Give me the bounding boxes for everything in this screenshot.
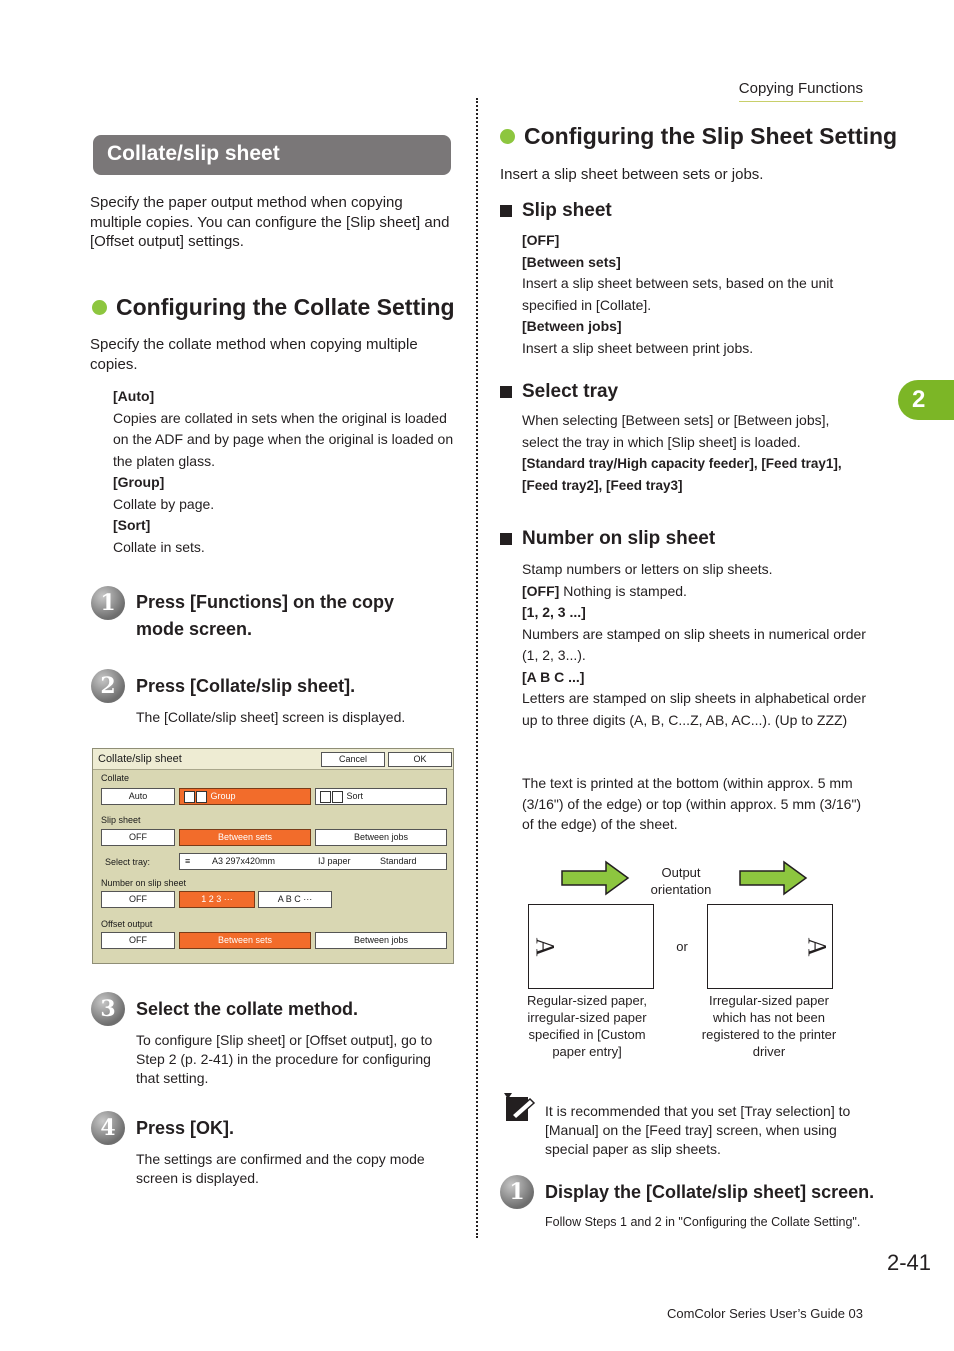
collate-sort-button[interactable] — [315, 788, 447, 805]
number-options — [522, 559, 867, 731]
offset-between-jobs-button[interactable]: Between jobs — [315, 932, 447, 949]
slip-jobs-label: [Between jobs] — [522, 318, 622, 334]
collate-heading-text: Configuring the Collate Setting — [116, 294, 455, 320]
number-off-label: [OFF] — [522, 582, 560, 599]
number-desc: Stamp numbers or letters on slip sheets. — [522, 561, 773, 577]
page-icon — [196, 791, 207, 803]
page-icon — [184, 791, 195, 803]
slip-between-sets-button[interactable]: Between sets — [179, 829, 311, 846]
slip-off-label: [OFF] — [522, 232, 560, 248]
option-label-group: [Group] — [113, 474, 165, 490]
step-3-desc: To configure [Slip sheet] or [Offset output], go to Step 2 (p. 2-41) in the procedure for configuring that setting. — [136, 1032, 433, 1086]
right-step-1-title: Display the [Collate/slip sheet] screen. — [545, 1182, 875, 1202]
slip-sets-label: [Between sets] — [522, 253, 621, 270]
step-1-title: Press [Functions] on the copy mode screen. — [136, 592, 395, 639]
right-step-1-desc: Follow Steps 1 and 2 in "Configuring the Collate Setting". — [545, 1215, 861, 1229]
option-desc-group: Collate by page. — [113, 495, 215, 512]
green-bullet-icon — [500, 129, 515, 144]
note-text: It is recommended that you set [Tray selection] to [Manual] on the [Feed tray] screen, when using special paper as slip sheets. — [545, 1103, 851, 1157]
green-bullet-icon — [92, 300, 107, 315]
left-sheet-caption: Regular-sized paper, irregular-sized paper specified in [Custom paper entry] — [527, 993, 647, 1059]
number-123-desc: Numbers are stamped on slip sheets in numerical order (1, 2, 3...). — [522, 625, 866, 663]
arrow-right-icon — [738, 860, 808, 901]
square-bullet-icon — [500, 386, 512, 398]
number-label: Number on slip sheet — [101, 878, 187, 888]
number-subheading-text: Number on slip sheet — [522, 528, 716, 549]
option-label-sort: [Sort] — [113, 517, 151, 533]
option-desc-auto: Copies are collated in sets when the original is loaded on the ADF and by page when the original is loaded on the platen glass. — [113, 409, 454, 469]
square-bullet-icon — [500, 205, 512, 217]
number-abc-desc: Letters are stamped on slip sheets in alphabetical order up to three digits (A, B, C...Z, AB, AC...). (Up to ZZZ) — [522, 690, 866, 728]
select-tray-subheading-text: Select tray — [522, 381, 619, 402]
collate-sort-label: Sort — [346, 791, 364, 801]
number-off-desc: Nothing is stamped. — [559, 582, 687, 599]
page-number: 2-41 — [886, 1250, 931, 1275]
step-4-desc: The settings are confirmed and the copy mode screen is displayed. — [136, 1151, 425, 1186]
offset-between-sets-button[interactable]: Between sets — [179, 932, 311, 949]
offset-off-button[interactable]: OFF — [101, 932, 175, 949]
number-off-line — [522, 581, 867, 603]
output-orientation-label: Output orientation — [650, 865, 712, 897]
collate-auto-button[interactable]: Auto — [101, 788, 175, 805]
cancel-button[interactable]: Cancel — [321, 752, 385, 767]
tray-options: [Standard tray/High capacity feeder], [Feed tray1], [Feed tray2], [Feed tray3] — [522, 456, 842, 493]
slip-sheet-label: Slip sheet — [101, 815, 141, 825]
select-tray-subheading — [500, 381, 618, 403]
text-position-note: The text is printed at the bottom (within approx. 5 mm (3/16") of the edge) or top (within approx. 5 mm (3/16") of the edge) of the sheet. — [522, 775, 862, 832]
intro-text: Specify the paper output method when copying multiple copies. You can configure the [Slip sheet] and [Offset output] settings. — [90, 194, 450, 250]
step-1-icon: 1 — [91, 586, 125, 620]
step-2-title: Press [Collate/slip sheet]. — [136, 676, 356, 696]
sheet-top-stamp — [707, 904, 833, 989]
number-abc-label: [A B C ...] — [522, 668, 585, 685]
select-tray-button[interactable] — [179, 853, 447, 870]
offset-label: Offset output — [101, 919, 153, 929]
tray-type: Standard — [380, 856, 417, 866]
ok-button[interactable]: OK — [388, 752, 452, 767]
sheet-bottom-stamp — [528, 904, 654, 989]
collate-group-button[interactable] — [179, 788, 311, 805]
slip-off-button[interactable]: OFF — [101, 829, 175, 846]
page-icon — [320, 791, 331, 803]
collate-heading — [92, 294, 455, 321]
screen-title: Collate/slip sheet — [98, 753, 182, 765]
number-subheading — [500, 528, 715, 550]
number-123-label: [1, 2, 3 ...] — [522, 604, 586, 620]
step-2-desc: The [Collate/slip sheet] screen is displayed. — [136, 709, 406, 725]
slip-heading — [500, 123, 897, 150]
number-off-button[interactable]: OFF — [101, 891, 175, 908]
right-sheet-caption: Irregular-sized paper which has not been registered to the printer driver — [701, 993, 837, 1059]
slip-sheet-subheading — [500, 200, 612, 222]
right-step-1-icon: 1 — [500, 1175, 534, 1209]
collate-options — [113, 386, 455, 558]
step-4-title: Press [OK]. — [136, 1118, 235, 1138]
step-3-icon: 3 — [91, 992, 125, 1026]
tray-list-icon: ≡ — [185, 856, 191, 866]
footer: ComColor Series User’s Guide 03 — [666, 1306, 863, 1321]
slip-sets-desc: Insert a slip sheet between sets, based on the unit specified in [Collate]. — [522, 275, 834, 313]
collate-label: Collate — [101, 773, 130, 783]
chapter-tab: 2 — [898, 380, 954, 420]
slip-heading-text: Configuring the Slip Sheet Setting — [524, 123, 898, 149]
collate-group-label: Group — [210, 791, 236, 801]
step-4-icon: 4 — [91, 1111, 125, 1145]
number-123-button[interactable]: 1 2 3 ··· — [179, 891, 255, 908]
slip-jobs-desc: Insert a slip sheet between print jobs. — [522, 339, 754, 356]
or-label: or — [676, 939, 688, 954]
column-divider — [476, 98, 478, 1238]
section-title: Collate/slip sheet — [93, 135, 451, 175]
stamp-letter: A — [530, 937, 560, 957]
tray-paper: IJ paper — [318, 856, 351, 866]
note-pencil-icon — [502, 1091, 538, 1130]
collate-intro: Specify the collate method when copying multiple copies. — [90, 336, 418, 373]
stamp-letter: A — [802, 937, 832, 957]
select-tray-desc: When selecting [Between sets] or [Between jobs], select the tray in which [Slip sheet] is loaded. — [522, 412, 830, 450]
number-abc-button[interactable]: A B C ··· — [258, 891, 332, 908]
step-3-title: Select the collate method. — [136, 999, 359, 1019]
step-2-icon: 2 — [91, 669, 125, 703]
running-header: Copying Functions — [739, 80, 863, 102]
option-desc-sort: Collate in sets. — [113, 538, 205, 555]
slip-between-jobs-button[interactable]: Between jobs — [315, 829, 447, 846]
square-bullet-icon — [500, 533, 512, 545]
arrow-right-icon — [560, 860, 630, 901]
tray-size: A3 297x420mm — [212, 856, 276, 866]
select-tray-label: Select tray: — [105, 857, 151, 867]
page-icon — [332, 791, 343, 803]
slip-sheet-options — [522, 230, 862, 359]
collate-screen-image — [92, 748, 454, 964]
option-label-auto: [Auto] — [113, 388, 155, 404]
slip-intro: Insert a slip sheet between sets or jobs. — [500, 166, 764, 183]
slip-sheet-subheading-text: Slip sheet — [522, 200, 612, 221]
